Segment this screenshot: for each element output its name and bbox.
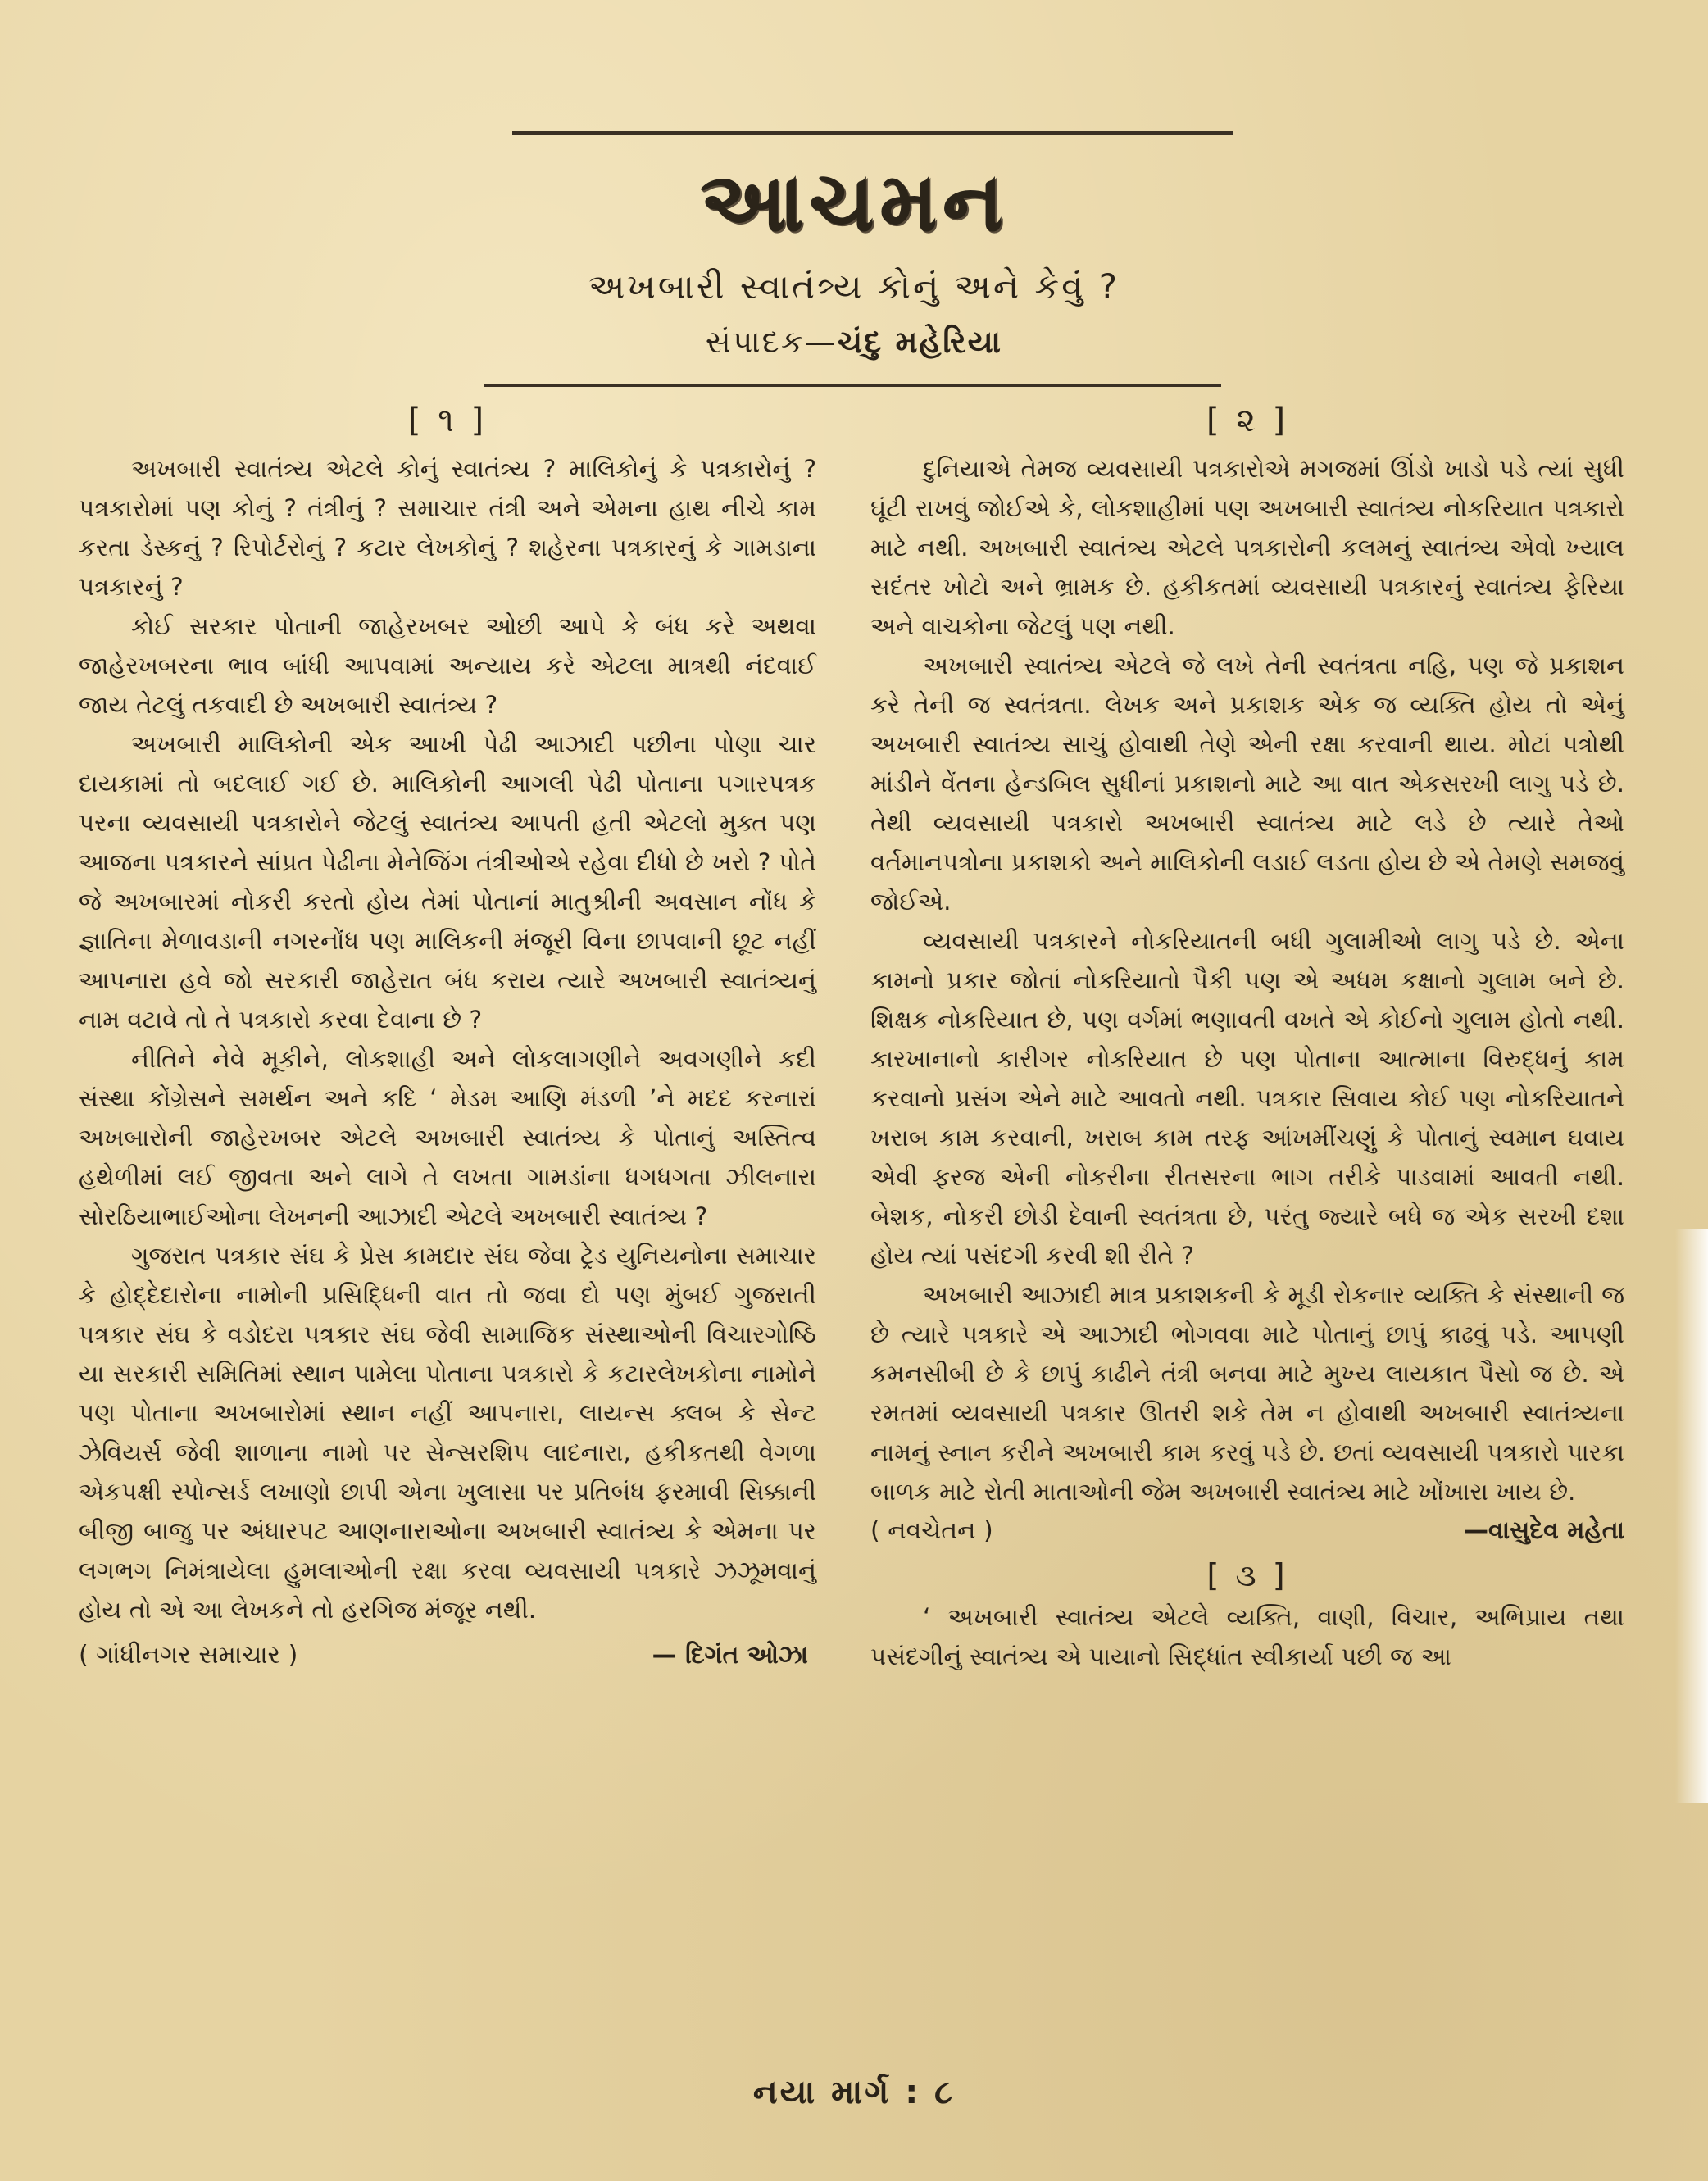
paragraph: નીતિને નેવે મૂકીને, લોકશાહી અને લોકલાગણીને અવગણીને કદી સંસ્થા કોંગ્રેસને સમર્થન અને કદિ ‘ મેડમ આણિ મંડળી ’ને મદદ કરનારાં અખબારોની જાહેરખબર એટલે અખબારી સ્વાતંત્ર્ય કે પોતાનું અસ્તિત્વ હથેળીમાં લઈ જીવતા અને લાગે તે લખતા ગામડાંના ધગધગતા ઝીલનારા સોરઠિયાભાઈઓના લેખનની આઝાદી એટલે અખબારી સ્વાતંત્ર્ય ? — [79, 1045, 816, 1230]
paragraph: ‘ અખબારી સ્વાતંત્ર્ય એટલે વ્યક્તિ, વાણી, વિચાર, અભિપ્રાય તથા પસંદગીનું સ્વાતંત્ર્ય એ પાયાનો સિદ્ધાંત સ્વીકાર્યા પછી જ આ — [870, 1603, 1624, 1670]
torn-edge — [1675, 1229, 1708, 1803]
column-masthead: આચમન — [699, 154, 1009, 250]
header-rule — [484, 384, 1221, 387]
paragraph: વ્યવસાયી પત્રકારને નોકરિયાતની બધી ગુલામીઓ લાગુ પડે છે. એના કામનો પ્રકાર જોતાં નોકરિયાતો પૈકી પણ એ અધમ કક્ષાનો ગુલામ બને છે. શિક્ષક નોકરિયાત છે, પણ વર્ગમાં ભણાવતી વખતે એ કોઈનો ગુલામ હોતો નથી. કારખાનાનો કારીગર નોકરિયાત છે પણ પોતાના આત્માના વિરુદ્ધનું કામ કરવાનો પ્રસંગ એને માટે આવતો નથી. પત્રકાર સિવાય કોઈ પણ નોકરિયાતને ખરાબ કામ કરવાની, ખરાબ કામ તરફ આંખમીંચણું કે પોતાનું સ્વમાન ઘવાય એવી ફરજ એની નોકરીના રીતસરના ભાગ તરીકે પાડવામાં આવતી નથી. બેશક, નોકરી છોડી દેવાની સ્વતંત્રતા છે, પરંતુ જ્યારે બધે જ એક સરખી દશા હોય ત્યાં પસંદગી કરવી શી રીતે ? — [870, 927, 1624, 1270]
paragraph: ગુજરાત પત્રકાર સંઘ કે પ્રેસ કામદાર સંઘ જેવા ટ્રેડ યુનિયનોના સમાચાર કે હોદ્દેદારોના નામોની પ્રસિદ્ધિની વાત તો જવા દો પણ મુંબઈ ગુજરાતી પત્રકાર સંઘ કે વડોદરા પત્રકાર સંઘ જેવી સામાજિક સંસ્થાઓની વિચારગોષ્ઠિ યા સરકારી સમિતિમાં સ્થાન પામેલા પોતાના પત્રકારો કે કટારલેખકોના નામોને પણ પોતાના અખબારોમાં સ્થાન નહીં આપનારા, લાયન્સ ક્લબ કે સેન્ટ ઝેવિયર્સ જેવી શાળાના નામો પર સેન્સરશિપ લાદનારા, હકીકતથી વેગળા એકપક્ષી સ્પોન્સર્ડ લખાણો છાપી એના ખુલાસા પર પ્રતિબંધ ફરમાવી સિક્કાની બીજી બાજુ પર અંધારપટ આણનારાઓના અખબારી સ્વાતંત્ર્ય કે એમના પર લગભગ નિમંત્રાયેલા હુમલાઓની રક્ષા કરવા વ્યવસાયી પત્રકારે ઝઝૂમવાનું હોય તો એ આ લેખકને તો હરગિજ મંજૂર નથી. — [79, 1242, 816, 1624]
source-name: ( ગાંધીનગર સમાચાર ) — [79, 1641, 298, 1670]
paragraph: અખબારી આઝાદી માત્ર પ્રકાશકની કે મૂડી રોકનાર વ્યક્તિ કે સંસ્થાની જ છે ત્યારે પત્રકારે એ આઝાદી ભોગવવા માટે પોતાનું છાપું કાઢવું પડે. આપણી કમનસીબી છે કે છાપું કાઢીને તંત્રી બનવા માટે મુખ્ય લાયકાત પૈસો જ છે. એ રમતમાં વ્યવસાયી પત્રકાર ઊતરી શકે તેમ ન હોવાથી અખબારી સ્વાતંત્ર્યના નામનું સ્નાન કરીને અખબારી કામ કરવું પડે છે. છતાં વ્યવસાયી પત્રકારો પારકા બાળક માટે રોતી માતાઓની જેમ અખબારી સ્વાતંત્ર્ય માટે ખોંખારા ખાય છે. — [870, 1281, 1624, 1506]
author-name: — દિગંત ઓઝા — [652, 1641, 808, 1670]
page-footer: નયા માર્ગ : ૮ — [752, 2074, 956, 2111]
editor-credit — [0, 324, 1708, 361]
author-name: —વાસુદેવ મહેતા — [1464, 1516, 1624, 1545]
section-number: [ ૩ ] — [1206, 1557, 1288, 1593]
attribution — [870, 1511, 1624, 1551]
right-column — [870, 402, 1624, 1676]
section-number: [ ૨ ] — [1206, 402, 1289, 439]
section-number: [ ૧ ] — [407, 402, 488, 439]
top-rule — [512, 131, 1233, 135]
source-name: ( નવચેતન ) — [870, 1516, 993, 1545]
attribution — [79, 1641, 816, 1670]
editor-name: ચંદુ મહેરિયા — [837, 324, 1003, 360]
left-column — [79, 402, 816, 1670]
paragraph: કોઈ સરકાર પોતાની જાહેરખબર ઓછી આપે કે બંધ કરે અથવા જાહેરખબરના ભાવ બાંધી આપવામાં અન્યાય કરે એટલા માત્રથી નંદવાઈ જાય તેટલું તકવાદી છે અખબારી સ્વાતંત્ર્ય ? — [79, 612, 816, 719]
editor-label: સંપાદક— — [705, 324, 838, 360]
paragraph: અખબારી સ્વાતંત્ર્ય એટલે કોનું સ્વાતંત્ર્ય ? માલિકોનું કે પત્રકારોનું ? પત્રકારોમાં પણ કોનું ? તંત્રીનું ? સમાચાર તંત્રી અને એમના હાથ નીચે કામ કરતા ડેસ્કનું ? રિપોર્ટરોનું ? કટાર લેખકોનું ? શહેરના પત્રકારનું કે ગામડાના પત્રકારનું ? — [79, 455, 816, 601]
paragraph: દુનિયાએ તેમજ વ્યવસાયી પત્રકારોએ મગજમાં ઊંડો ખાડો પડે ત્યાં સુધી ઘૂંટી રાખવું જોઈએ કે, લોકશાહીમાં પણ અખબારી સ્વાતંત્ર્ય નોકરિયાત પત્રકારો માટે નથી. અખબારી સ્વાતંત્ર્ય એટલે પત્રકારોની કલમનું સ્વાતંત્ર્ય એવો ખ્યાલ સદંતર ખોટો અને ભ્રામક છે. હકીકતમાં વ્યવસાયી પત્રકારનું સ્વાતંત્ર્ય ફેરિયા અને વાચકોના જેટલું પણ નથી. — [870, 455, 1624, 640]
paragraph: અખબારી સ્વાતંત્ર્ય એટલે જે લખે તેની સ્વતંત્રતા નહિ, પણ જે પ્રકાશન કરે તેની જ સ્વતંત્રતા. લેખક અને પ્રકાશક એક જ વ્યક્તિ હોય તો એનું અખબારી સ્વાતંત્ર્ય સાચું હોવાથી તેણે એની રક્ષા કરવાની થાય. મોટાં પત્રોથી માંડીને વેંતના હેન્ડબિલ સુધીનાં પ્રકાશનો માટે આ વાત એકસરખી લાગુ પડે છે. તેથી વ્યવસાયી પત્રકારો અખબારી સ્વાતંત્ર્ય માટે લડે છે ત્યારે તેઓ વર્તમાનપત્રોના પ્રકાશકો અને માલિકોની લડાઈ લડતા હોય છે એ તેમણે સમજવું જોઈએ. — [870, 652, 1624, 916]
paragraph: અખબારી માલિકોની એક આખી પેઢી આઝાદી પછીના પોણા ચાર દાયકામાં તો બદલાઈ ગઈ છે. માલિકોની આગલી પેઢી પોતાના પગારપત્રક પરના વ્યવસાયી પત્રકારોને જેટલું સ્વાતંત્ર્ય આપતી હતી એટલો મુક્ત પણ આજના પત્રકારને સાંપ્રત પેઢીના મેનેજિંગ તંત્રીઓએ રહેવા દીધો છે ખરો ? પોતે જે અખબારમાં નોકરી કરતો હોય તેમાં પોતાનાં માતુશ્રીની અવસાન નોંધ કે જ્ઞાતિના મેળાવડાની નગરનોંધ પણ માલિકની મંજૂરી વિના છાપવાની છૂટ નહીં આપનારા હવે જો સરકારી જાહેરાત બંધ કરાય ત્યારે અખબારી સ્વાતંત્ર્યનું નામ વટાવે તો તે પત્રકારો કરવા દેવાના છે ? — [79, 730, 816, 1034]
article-subtitle: અખબારી સ્વાતંત્ર્ય કોનું અને કેવું ? — [588, 266, 1120, 307]
